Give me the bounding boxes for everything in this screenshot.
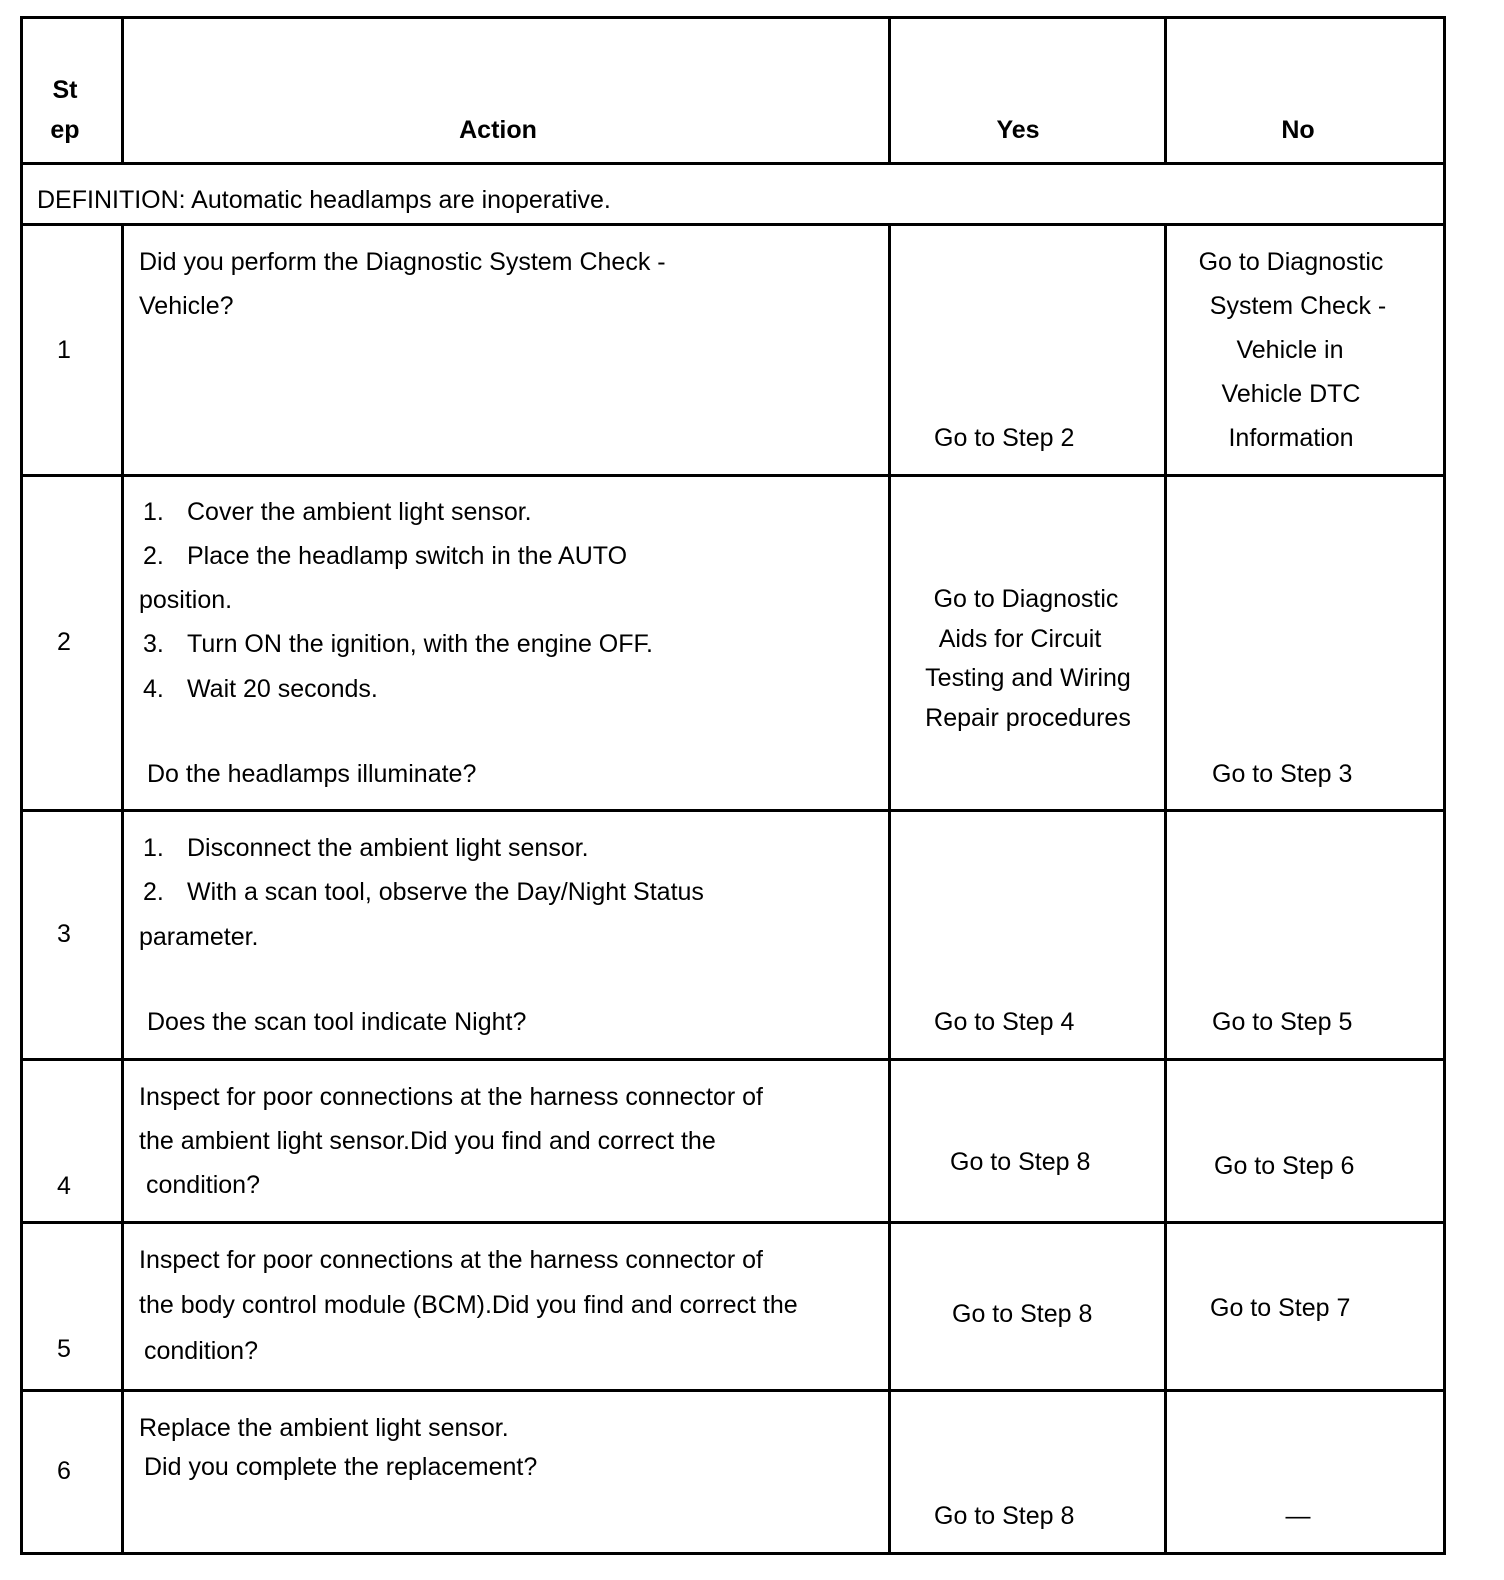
no-result: Vehicle DTC <box>1221 380 1361 408</box>
step-number: 5 <box>57 1335 71 1363</box>
step-number: 3 <box>57 920 71 948</box>
action-text: condition? <box>146 1171 260 1199</box>
header-step: ep <box>50 116 80 144</box>
action-text: the ambient light sensor.Did you find and correct the <box>139 1127 716 1155</box>
column-divider <box>121 16 124 164</box>
table-border-top <box>20 16 1446 19</box>
list-text: parameter. <box>139 923 259 951</box>
row-divider <box>20 223 1446 226</box>
no-result: Go to Diagnostic <box>1198 248 1384 276</box>
column-divider <box>888 223 891 1555</box>
action-text: Inspect for poor connections at the harness connector of <box>139 1083 763 1111</box>
header-step: St <box>52 76 78 104</box>
action-text: the body control module (BCM).Did you find and correct the <box>139 1291 798 1319</box>
list-num: 4. <box>143 675 164 703</box>
list-text: Wait 20 seconds. <box>187 675 378 703</box>
row-divider <box>20 1389 1446 1392</box>
step-number: 4 <box>57 1172 71 1200</box>
question-text: Do the headlamps illuminate? <box>147 760 477 788</box>
list-num: 2. <box>143 542 164 570</box>
action-text: condition? <box>144 1337 258 1365</box>
row-divider <box>20 1221 1446 1224</box>
action-text: Did you complete the replacement? <box>144 1453 538 1481</box>
column-divider <box>1164 16 1167 164</box>
no-result: Information <box>1228 424 1354 452</box>
row-divider <box>20 1058 1446 1061</box>
list-text: Cover the ambient light sensor. <box>187 498 532 526</box>
row-divider <box>20 162 1446 165</box>
list-num: 2. <box>143 878 164 906</box>
no-result: Go to Step 7 <box>1210 1294 1351 1322</box>
list-text: Turn ON the ignition, with the engine OFF. <box>187 630 653 658</box>
action-text: Inspect for poor connections at the harness connector of <box>139 1246 763 1274</box>
list-text: Disconnect the ambient light sensor. <box>187 834 589 862</box>
no-result: System Check - <box>1209 292 1387 320</box>
yes-result: Go to Step 4 <box>934 1008 1075 1036</box>
yes-result: Go to Step 8 <box>952 1300 1093 1328</box>
yes-result: Aids for Circuit <box>938 625 1102 653</box>
question-text: Does the scan tool indicate Night? <box>147 1008 527 1036</box>
header-no: No <box>1281 116 1315 144</box>
step-number: 1 <box>57 336 71 364</box>
row-divider <box>20 474 1446 477</box>
yes-result: Testing and Wiring <box>925 664 1131 692</box>
step-number: 6 <box>57 1457 71 1485</box>
step-number: 2 <box>57 628 71 656</box>
list-num: 3. <box>143 630 164 658</box>
no-result: Go to Step 5 <box>1212 1008 1353 1036</box>
action-text: Replace the ambient light sensor. <box>139 1414 509 1442</box>
action-text: Vehicle? <box>139 292 234 320</box>
yes-result: Repair procedures <box>925 704 1131 732</box>
list-text: With a scan tool, observe the Day/Night Status <box>187 878 704 906</box>
column-divider <box>1164 223 1167 1555</box>
header-action: Action <box>459 116 537 144</box>
action-text: Did you perform the Diagnostic System Check - <box>139 248 666 276</box>
column-divider <box>121 223 124 1555</box>
column-divider <box>888 16 891 164</box>
no-result: Go to Step 6 <box>1214 1152 1355 1180</box>
table-border-left <box>20 16 23 1555</box>
table-border-right <box>1443 16 1446 1555</box>
list-num: 1. <box>143 834 164 862</box>
list-text: position. <box>139 586 233 614</box>
yes-result: Go to Step 2 <box>934 424 1075 452</box>
yes-result: Go to Diagnostic <box>933 585 1119 613</box>
no-result: Vehicle in <box>1236 336 1344 364</box>
list-num: 1. <box>143 498 164 526</box>
header-yes: Yes <box>996 116 1040 144</box>
yes-result: Go to Step 8 <box>934 1502 1075 1530</box>
definition-text: DEFINITION: Automatic headlamps are inoperative. <box>37 186 611 214</box>
yes-result: Go to Step 8 <box>950 1148 1091 1176</box>
row-divider <box>20 809 1446 812</box>
table-border-bottom <box>20 1552 1446 1555</box>
list-text: Place the headlamp switch in the AUTO <box>187 542 628 570</box>
no-result: Go to Step 3 <box>1212 760 1353 788</box>
no-result: — <box>1285 1502 1311 1530</box>
